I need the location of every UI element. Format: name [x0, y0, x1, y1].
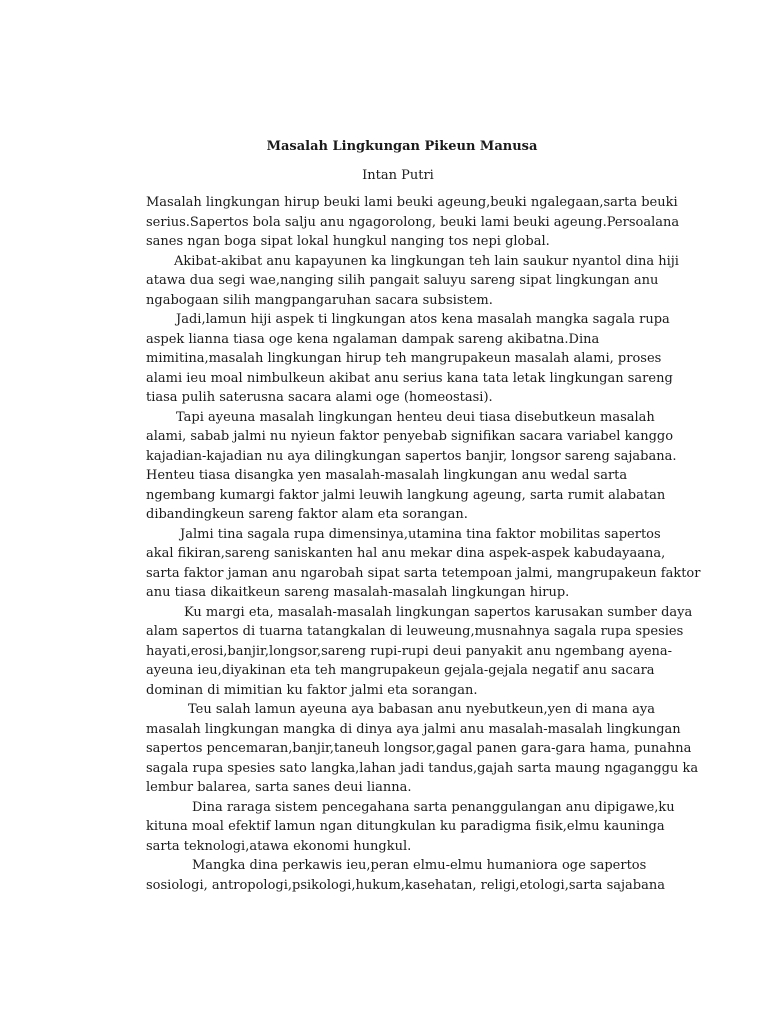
- body-line: Tapi ayeuna masalah lingkungan henteu deui tiasa disebutkeun masalah: [176, 409, 655, 425]
- body-line: kajadian-kajadian nu aya dilingkungan sapertos banjir, longsor sareng sajabana.: [146, 448, 677, 464]
- body-line: sanes ngan boga sipat lokal hungkul nanging tos nepi global.: [146, 234, 550, 249]
- body-line: dominan di mimitian ku faktor jalmi eta sorangan.: [146, 682, 478, 698]
- body-line: ayeuna ieu,diyakinan eta teh mangrupakeun gejala-gejala negatif anu sacara: [146, 663, 655, 678]
- body-line: sapertos pencemaran,banjir,taneuh longsor,gagal panen gara-gara hama, punahna: [146, 741, 692, 756]
- body-line: Akibat-akibat anu kapayunen ka lingkungan teh lain saukur nyantol dina hiji: [174, 253, 679, 269]
- body-line: serius.Sapertos bola salju anu ngagorolong, beuki lami beuki ageung.Persoalana: [146, 214, 680, 230]
- body-line: kituna moal efektif lamun ngan ditungkulan ku paradigma fisik,elmu kauninga: [146, 819, 665, 834]
- body-line: akal fikiran,sareng saniskanten hal anu mekar dina aspek-aspek kabudayaana,: [146, 546, 666, 561]
- body-line: Mangka dina perkawis ieu,peran elmu-elmu humaniora oge sapertos: [192, 858, 647, 873]
- body-line: dibandingkeun sareng faktor alam eta sorangan.: [146, 507, 468, 522]
- body-line: Ku margi eta, masalah-masalah lingkungan sapertos karusakan sumber daya: [184, 604, 693, 620]
- body-line: alam sapertos di tuarna tatangkalan di leuweung,musnahnya sagala rupa spesies: [146, 624, 684, 639]
- body-line: tiasa pulih saterusna sacara alami oge (homeostasi).: [146, 390, 493, 405]
- body-line: anu tiasa dikaitkeun sareng masalah-masalah lingkungan hirup.: [146, 585, 570, 600]
- document-title: Masalah Lingkungan Pikeun Manusa: [266, 139, 538, 154]
- body-line: aspek lianna tiasa oge kena ngalaman dampak sareng akibatna.Dina: [146, 331, 600, 347]
- body-line: Teu salah lamun ayeuna aya babasan anu nyebutkeun,yen di mana aya: [188, 702, 656, 717]
- body-line: Jalmi tina sagala rupa dimensinya,utamina tina faktor mobilitas sapertos: [180, 526, 661, 542]
- body-line: ngabogaan silih mangpangaruhan sacara subsistem.: [146, 292, 493, 308]
- document-body: [146, 193, 701, 895]
- body-line: alami ieu moal nimbulkeun akibat anu serius kana tata letak lingkungan sareng: [146, 370, 673, 386]
- body-line: masalah lingkungan mangka di dinya aya jalmi anu masalah-masalah lingkungan: [146, 721, 681, 737]
- body-line: sosiologi, antropologi,psikologi,hukum,kasehatan, religi,etologi,sarta sajabana: [146, 877, 665, 893]
- body-line: mimitina,masalah lingkungan hirup teh mangrupakeun masalah alami, proses: [146, 351, 662, 366]
- body-line: sarta faktor jaman anu ngarobah sipat sarta tetempoan jalmi, mangrupakeun faktor: [146, 565, 701, 581]
- body-line: lembur balarea, sarta sanes deui lianna.: [146, 780, 412, 795]
- body-line: atawa dua segi wae,nanging silih pangait saluyu sareng sipat lingkungan anu: [146, 273, 659, 288]
- body-line: sarta teknologi,atawa ekonomi hungkul.: [146, 838, 412, 854]
- body-line: sagala rupa spesies sato langka,lahan jadi tandus,gajah sarta maung ngaganggu ka: [146, 760, 699, 776]
- document-author: Intan Putri: [362, 168, 434, 183]
- body-line: Dina raraga sistem pencegahana sarta penanggulangan anu dipigawe,ku: [192, 799, 675, 815]
- body-line: hayati,erosi,banjir,longsor,sareng rupi-rupi deui panyakit anu ngembang ayena-: [146, 643, 673, 659]
- body-line: ngembang kumargi faktor jalmi leuwih langkung ageung, sarta rumit alabatan: [146, 487, 666, 503]
- body-line: Henteu tiasa disangka yen masalah-masalah lingkungan anu wedal sarta: [146, 468, 628, 483]
- body-line: Jadi,lamun hiji aspek ti lingkungan atos kena masalah mangka sagala rupa: [176, 312, 670, 327]
- body-line: Masalah lingkungan hirup beuki lami beuki ageung,beuki ngalegaan,sarta beuki: [146, 195, 678, 210]
- body-line: alami, sabab jalmi nu nyieun faktor penyebab signifikan sacara variabel kanggo: [146, 429, 674, 444]
